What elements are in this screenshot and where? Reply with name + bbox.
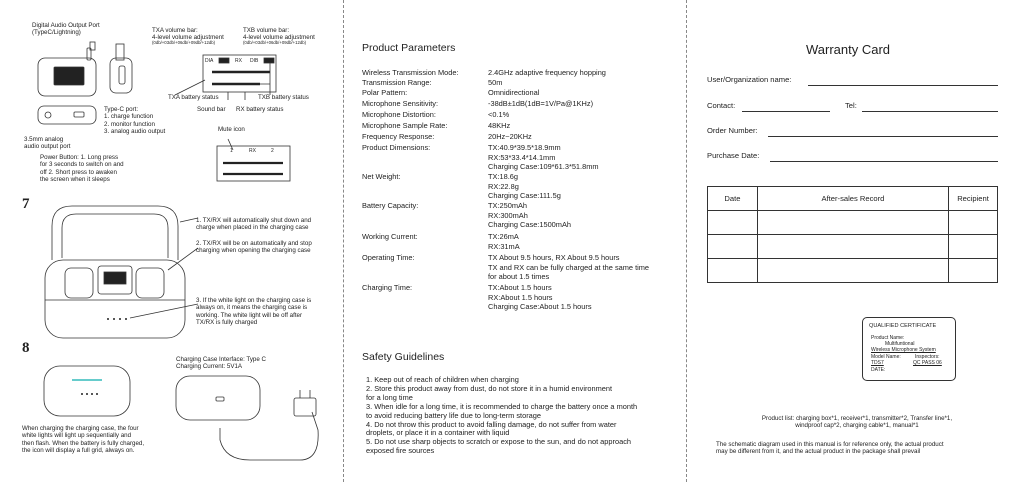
param-label: Polar Pattern: xyxy=(362,88,408,97)
safety-item: 1. Keep out of reach of children when charging xyxy=(366,375,519,384)
step-7-number: 7 xyxy=(22,196,30,212)
param-label: Microphone Distortion: xyxy=(362,110,436,119)
param-value: <0.1% xyxy=(488,110,510,119)
table-cell[interactable] xyxy=(757,259,948,283)
port-label: Digital Audio Output Port (TypeC/Lightning) xyxy=(32,22,100,37)
table-header-row xyxy=(708,187,998,211)
mute-icon-label: Mute icon xyxy=(218,126,245,133)
qualified-certificate xyxy=(862,317,956,381)
cert-date-label: DATE: xyxy=(871,367,886,373)
param-label: Charging Time: xyxy=(362,283,413,292)
header-after-sales-record: After-sales Record xyxy=(757,187,948,211)
safety-item: 2. Store this product away from dust, do not store it in a humid environment for a long time xyxy=(366,383,613,402)
screen-dib-text: DIB xyxy=(250,58,259,64)
param-label: Microphone Sample Rate: xyxy=(362,121,448,130)
txb-battery-label: TXB battery status xyxy=(258,94,309,101)
table-cell[interactable] xyxy=(757,211,948,235)
fold-line-right xyxy=(686,0,687,482)
param-label: Working Current: xyxy=(362,232,418,241)
table-cell[interactable] xyxy=(708,259,758,283)
disclaimer: The schematic diagram used in this manual is for reference only, the actual product may be different from it, and the actual product in the package shall prevail xyxy=(716,441,944,456)
safety-item: 5. Do not use sharp objects to scratch or expose to the sun, and do not approach exposed fire sources xyxy=(366,437,631,456)
analog-port-label: 3.5mm analog audio output port xyxy=(24,136,71,151)
user-org-label: User/Organization name: xyxy=(707,75,792,84)
certificate-title: QUALIFIED CERTIFICATE xyxy=(869,323,937,329)
mute-diagram xyxy=(217,139,290,181)
screen-rx-text: RX xyxy=(235,58,242,64)
tel-label: Tel: xyxy=(845,101,857,110)
step7-note-2: 2. TX/RX will be on automatically and stop charging when opening the charging case xyxy=(196,240,312,255)
header-date: Date xyxy=(708,187,758,211)
contact-input-line[interactable] xyxy=(742,111,830,112)
cert-qc-value: QC PASS 06 xyxy=(913,360,942,366)
after-sales-table xyxy=(707,186,998,283)
txb-volume-levels: (0db/+03db/+06db/+09db/+12db) xyxy=(243,40,307,45)
step-8-number: 8 xyxy=(22,340,30,356)
purchase-date-input-line[interactable] xyxy=(770,161,998,162)
table-cell[interactable] xyxy=(708,211,758,235)
param-label: Product Dimensions: xyxy=(362,143,431,152)
param-value: 2.4GHz adaptive frequency hopping xyxy=(488,68,606,77)
param-label: Battery Capacity: xyxy=(362,201,419,210)
safety-item: 3. When idle for a long time, it is recommended to charge the battery once a month to avoid reducing battery life due to long-term storage xyxy=(366,401,638,420)
tel-input-line[interactable] xyxy=(862,111,998,112)
table-cell[interactable] xyxy=(949,211,998,235)
receiver-bottom-illustration xyxy=(38,106,96,124)
safety-item: 4. Do not throw this product to avoid falling damage, do not suffer from water droplets, or place it in a container with liquid xyxy=(366,419,617,438)
param-value: TX About 9.5 hours, RX About 9.5 hours TX and RX can be fully charged at the same time for about 1.5 times xyxy=(488,253,650,282)
cert-product-name-line1: Multifuntional xyxy=(885,341,915,347)
table-row xyxy=(708,211,998,235)
cert-model-label: Model Name: xyxy=(871,354,901,360)
order-number-input-line[interactable] xyxy=(768,136,998,137)
param-label: Net Weight: xyxy=(362,172,401,181)
param-value: Omnidirectional xyxy=(488,88,540,97)
contact-label: Contact: xyxy=(707,101,736,110)
param-value: 50m xyxy=(488,78,503,87)
product-list: Product list: charging box*1, receiver*1, transmitter*2, Transfer line*1, windproof cap*2, charging cable*1, manual*1 xyxy=(761,415,953,430)
param-label: Operating Time: xyxy=(362,253,415,262)
txa-volume-label: TXA volume bar: 4-level volume adjustment xyxy=(152,27,224,42)
screen-dia-text: DIA xyxy=(205,58,214,64)
param-value: 20Hz~20KHz xyxy=(488,132,532,141)
safety-guidelines-title: Safety Guidelines xyxy=(362,351,445,363)
param-value: TX:26mA RX:31mA xyxy=(488,232,520,251)
table-row xyxy=(708,259,998,283)
cert-inspectors-label: Inspectors: xyxy=(915,354,940,360)
fold-line-left xyxy=(343,0,344,482)
safety-list xyxy=(366,376,637,456)
param-label: Frequency Response: xyxy=(362,132,435,141)
cert-model-value: TDS7 xyxy=(871,360,884,366)
table-cell[interactable] xyxy=(949,259,998,283)
receiver-front-illustration xyxy=(38,42,96,96)
receiver-side-illustration xyxy=(110,44,132,93)
sound-bar-label: Sound bar xyxy=(197,106,226,113)
purchase-date-label: Purchase Date: xyxy=(707,151,760,160)
case-interface-label: Charging Case Interface: Type C Charging Current: 5V1A xyxy=(176,356,266,371)
param-value: 48KHz xyxy=(488,121,511,130)
open-charging-case-illustration xyxy=(45,206,198,338)
mute-rx-text: RX xyxy=(249,148,256,154)
table-cell[interactable] xyxy=(949,235,998,259)
header-recipient: Recipient xyxy=(949,187,998,211)
param-label: Transmission Range: xyxy=(362,78,432,87)
product-parameters-title: Product Parameters xyxy=(362,42,456,54)
user-org-input-line[interactable] xyxy=(808,85,998,86)
case-charging-note: When charging the charging case, the four white lights will light up sequentially and then flash. When the battery is fully charged, the icon will display a full grid, always on. xyxy=(22,425,145,455)
table-row xyxy=(708,235,998,259)
step7-note-1: 1. TX/RX will automatically shut down and charge when placed in the charging case xyxy=(196,217,312,232)
param-value: TX:40.9*39.5*18.9mm RX:53*33.4*14.1mm Charging Case:109*61.3*51.8mm xyxy=(488,143,599,172)
cert-product-name-line2: Wireless Microphone System xyxy=(871,347,936,353)
param-label: Microphone Sensitivity: xyxy=(362,99,438,108)
txa-battery-label: TXA battery status xyxy=(168,94,219,101)
txb-volume-label: TXB volume bar: 4-level volume adjustment xyxy=(243,27,315,42)
closed-charging-case-illustration xyxy=(44,366,130,416)
param-value: -38dB±1dB(1dB=1V/Pa@1KHz) xyxy=(488,99,594,108)
mute-b-text: 2 xyxy=(271,148,274,154)
charging-case-back-illustration xyxy=(176,376,318,460)
table-cell[interactable] xyxy=(708,235,758,259)
txa-volume-levels: (0db/+03db/+06db/+09db/+12db) xyxy=(152,40,216,45)
table-cell[interactable] xyxy=(757,235,948,259)
cert-product-name-label: Product Name: xyxy=(871,335,905,341)
warranty-card-title: Warranty Card xyxy=(806,42,891,57)
typec-port-label: Type-C port: 1. charge function 2. monitor function 3. analog audio output xyxy=(104,106,166,136)
param-label: Wireless Transmission Mode: xyxy=(362,68,459,77)
param-value: TX:250mAh RX:300mAh Charging Case:1500mAh xyxy=(488,201,571,230)
rx-battery-label: RX battery status xyxy=(236,106,284,113)
power-button-label: Power Button: 1. Long press for 3 seconds to switch on and off 2. Short press to awaken the screen when it sleeps xyxy=(40,154,124,184)
step7-note-3: 3. If the white light on the charging case is always on, it means the charging case is working. The white light will be off after TX/RX is fully charged xyxy=(196,297,312,327)
param-value: TX:About 1.5 hours RX:About 1.5 hours Charging Case:About 1.5 hours xyxy=(488,283,592,312)
mute-a-text: 1 xyxy=(230,148,233,154)
order-number-label: Order Number: xyxy=(707,126,758,135)
param-value: TX:18.6g RX:22.8g Charging Case:111.5g xyxy=(488,172,561,201)
